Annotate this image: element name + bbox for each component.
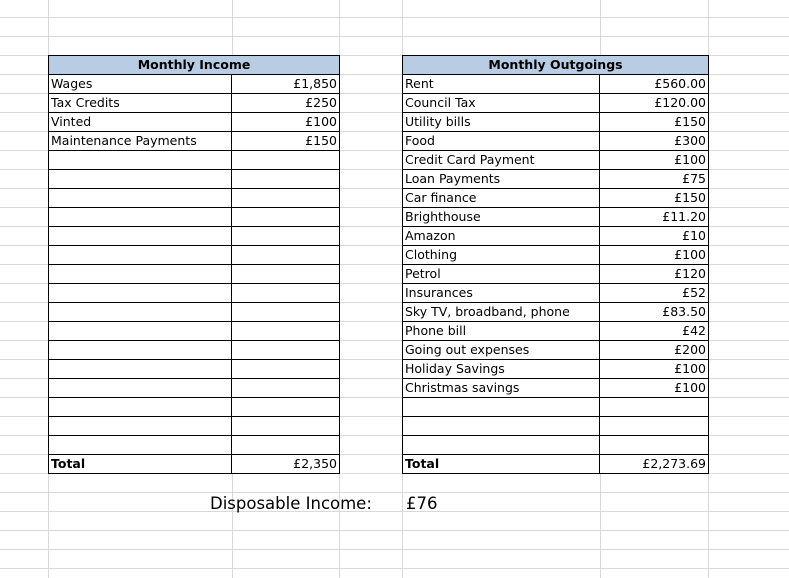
row-label-cell[interactable]: Food: [403, 132, 600, 151]
table-row: [49, 341, 340, 360]
monthly-outgoings-table: [402, 55, 709, 474]
empty-cell[interactable]: [49, 151, 232, 170]
row-label-cell[interactable]: Wages: [49, 75, 232, 94]
table-row: [49, 265, 340, 284]
row-value-cell[interactable]: £100: [232, 113, 340, 132]
row-label-cell[interactable]: Amazon: [403, 227, 600, 246]
row-label-cell[interactable]: Credit Card Payment: [403, 151, 600, 170]
empty-cell[interactable]: [600, 417, 709, 436]
row-value-cell[interactable]: £75: [600, 170, 709, 189]
row-value-cell[interactable]: £1,850: [232, 75, 340, 94]
table-row: [403, 189, 709, 208]
row-label-cell[interactable]: Christmas savings: [403, 379, 600, 398]
empty-cell[interactable]: [49, 436, 232, 455]
empty-cell[interactable]: [403, 398, 600, 417]
row-label-cell[interactable]: Clothing: [403, 246, 600, 265]
table-row: [403, 436, 709, 455]
row-value-cell[interactable]: £11.20: [600, 208, 709, 227]
table-row: [49, 284, 340, 303]
row-label-cell[interactable]: Loan Payments: [403, 170, 600, 189]
table-row: [403, 246, 709, 265]
row-value-cell[interactable]: £100: [600, 246, 709, 265]
table-row: [403, 417, 709, 436]
table-row: [403, 113, 709, 132]
empty-cell[interactable]: [49, 360, 232, 379]
table-row: [49, 132, 340, 151]
row-value-cell[interactable]: £150: [600, 113, 709, 132]
table-row: [403, 398, 709, 417]
empty-cell[interactable]: [232, 284, 340, 303]
row-value-cell[interactable]: £100: [600, 360, 709, 379]
row-label-cell[interactable]: Utility bills: [403, 113, 600, 132]
empty-cell[interactable]: [49, 303, 232, 322]
table-row: [49, 303, 340, 322]
row-value-cell[interactable]: £100: [600, 379, 709, 398]
row-value-cell[interactable]: £120: [600, 265, 709, 284]
total-label-cell[interactable]: Total: [49, 455, 232, 474]
income-header[interactable]: Monthly Income: [49, 56, 340, 75]
empty-cell[interactable]: [232, 246, 340, 265]
empty-cell[interactable]: [232, 189, 340, 208]
table-row: [49, 322, 340, 341]
table-row: [49, 360, 340, 379]
empty-cell[interactable]: [49, 284, 232, 303]
table-row: [403, 170, 709, 189]
row-label-cell[interactable]: Sky TV, broadband, phone: [403, 303, 600, 322]
total-label-cell[interactable]: Total: [403, 455, 600, 474]
row-value-cell[interactable]: £300: [600, 132, 709, 151]
row-value-cell[interactable]: £560.00: [600, 75, 709, 94]
total-row: [403, 455, 709, 474]
table-row: [49, 436, 340, 455]
row-value-cell[interactable]: £10: [600, 227, 709, 246]
empty-cell[interactable]: [49, 379, 232, 398]
table-row: [49, 246, 340, 265]
empty-cell[interactable]: [49, 208, 232, 227]
empty-cell[interactable]: [232, 208, 340, 227]
empty-cell[interactable]: [232, 265, 340, 284]
row-value-cell[interactable]: £200: [600, 341, 709, 360]
empty-cell[interactable]: [49, 246, 232, 265]
table-row: [403, 284, 709, 303]
row-value-cell[interactable]: £83.50: [600, 303, 709, 322]
empty-cell[interactable]: [49, 398, 232, 417]
empty-cell[interactable]: [403, 436, 600, 455]
empty-cell[interactable]: [232, 151, 340, 170]
table-row: [49, 398, 340, 417]
empty-cell[interactable]: [232, 436, 340, 455]
empty-cell[interactable]: [600, 436, 709, 455]
row-value-cell[interactable]: £52: [600, 284, 709, 303]
table-row: [49, 189, 340, 208]
table-row: [403, 208, 709, 227]
table-row: [49, 227, 340, 246]
empty-cell[interactable]: [232, 398, 340, 417]
empty-cell[interactable]: [232, 360, 340, 379]
table-row: [403, 75, 709, 94]
row-label-cell[interactable]: Phone bill: [403, 322, 600, 341]
row-value-cell[interactable]: £120.00: [600, 94, 709, 113]
empty-cell[interactable]: [232, 303, 340, 322]
table-row: [49, 170, 340, 189]
disposable-income-label[interactable]: Disposable Income:: [210, 494, 372, 513]
row-value-cell[interactable]: £250: [232, 94, 340, 113]
table-row: [403, 341, 709, 360]
empty-cell[interactable]: [232, 379, 340, 398]
empty-cell[interactable]: [232, 170, 340, 189]
row-label-cell[interactable]: Holiday Savings: [403, 360, 600, 379]
table-row: [49, 379, 340, 398]
total-value-cell[interactable]: £2,273.69: [600, 455, 709, 474]
empty-cell[interactable]: [232, 322, 340, 341]
empty-cell[interactable]: [49, 265, 232, 284]
empty-cell[interactable]: [49, 189, 232, 208]
row-label-cell[interactable]: Car finance: [403, 189, 600, 208]
table-row: [403, 151, 709, 170]
row-value-cell[interactable]: £42: [600, 322, 709, 341]
table-row: [403, 303, 709, 322]
empty-cell[interactable]: [49, 170, 232, 189]
total-row: [49, 455, 340, 474]
table-row: [49, 151, 340, 170]
table-row: [403, 322, 709, 341]
table-row: [403, 360, 709, 379]
row-label-cell[interactable]: Rent: [403, 75, 600, 94]
table-row: [49, 94, 340, 113]
row-label-cell[interactable]: Insurances: [403, 284, 600, 303]
table-row: [49, 75, 340, 94]
table-row: [49, 208, 340, 227]
empty-cell[interactable]: [232, 341, 340, 360]
table-row: [49, 113, 340, 132]
disposable-income-value[interactable]: £76: [406, 494, 438, 513]
total-value-cell[interactable]: £2,350: [232, 455, 340, 474]
row-label-cell[interactable]: Going out expenses: [403, 341, 600, 360]
empty-cell[interactable]: [49, 417, 232, 436]
table-row: [403, 265, 709, 284]
row-value-cell[interactable]: £150: [232, 132, 340, 151]
row-label-cell[interactable]: Petrol: [403, 265, 600, 284]
row-value-cell[interactable]: £150: [600, 189, 709, 208]
empty-cell[interactable]: [600, 398, 709, 417]
empty-cell[interactable]: [49, 227, 232, 246]
empty-cell[interactable]: [232, 417, 340, 436]
table-row: [403, 379, 709, 398]
row-label-cell[interactable]: Brighthouse: [403, 208, 600, 227]
row-label-cell[interactable]: Vinted: [49, 113, 232, 132]
row-value-cell[interactable]: £100: [600, 151, 709, 170]
empty-cell[interactable]: [49, 341, 232, 360]
row-label-cell[interactable]: Council Tax: [403, 94, 600, 113]
outgoings-header[interactable]: Monthly Outgoings: [403, 56, 709, 75]
row-label-cell[interactable]: Tax Credits: [49, 94, 232, 113]
empty-cell[interactable]: [49, 322, 232, 341]
table-row: [403, 94, 709, 113]
row-label-cell[interactable]: Maintenance Payments: [49, 132, 232, 151]
table-row: [49, 417, 340, 436]
empty-cell[interactable]: [403, 417, 600, 436]
monthly-income-table: [48, 55, 340, 474]
empty-cell[interactable]: [232, 227, 340, 246]
table-row: [403, 132, 709, 151]
table-row: [403, 227, 709, 246]
